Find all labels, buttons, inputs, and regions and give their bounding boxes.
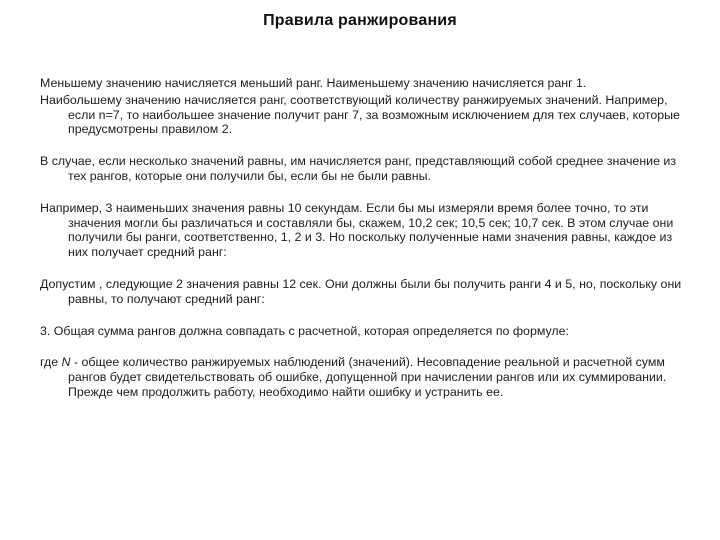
rule-paragraph-3: В случае, если несколько значений равны, им начисляется ранг, представляющий собой среднее значение из тех рангов, которые они получили бы, если бы не были равны. (40, 154, 677, 183)
formula-explanation-start: где (40, 355, 62, 370)
rule-paragraph-sum: 3. Общая сумма рангов должна совпадать с расчетной, которая определяется по формуле: (40, 323, 569, 338)
rule-paragraph-1: Меньшему значению начисляется меньший ранг. Наименьшему значению начисляется ранг 1. (40, 76, 587, 90)
formula-explanation (40, 355, 690, 399)
variable-n: N (61, 355, 71, 370)
page-title: Правила ранжирования (263, 12, 457, 29)
slide-body (40, 76, 690, 400)
formula-explanation-rest: - общее количество ранжируемых наблюдений (значений). Несовпадение реальной и расчетной сумм рангов будет свидетельствовать об ошибке, допущенной при начислении рангов или их суммировании. Прежде чем продолжить работу, необходимо найти ошибку и устранить ее. (68, 355, 667, 399)
example-paragraph-2: Допустим , следующие 2 значения равны 12 сек. Они должны были бы получить ранги 4 и 5, но, поскольку они равны, то получают средний ранг: (40, 276, 682, 306)
rule-paragraph-2: Наибольшему значению начисляется ранг, соответствующий количеству ранжируемых значений. Например, если n=7, то наибольшее значение получит ранг 7, за возможным исключением для тех случаев, которые предусмотрены правилом 2. (40, 92, 680, 137)
example-paragraph-1: Например, 3 наименьших значения равны 10 секундам. Если бы мы измеряли время более точно, то эти значения могли бы различаться и составляли бы, скажем, 10,2 сек; 10,5 сек; 10,7 сек. В этом случае они получили бы ранги, соответственно, 1, 2 и 3. Но поскольку полученные нами значения равны, каждое из них получает средний ранг: (40, 200, 674, 260)
